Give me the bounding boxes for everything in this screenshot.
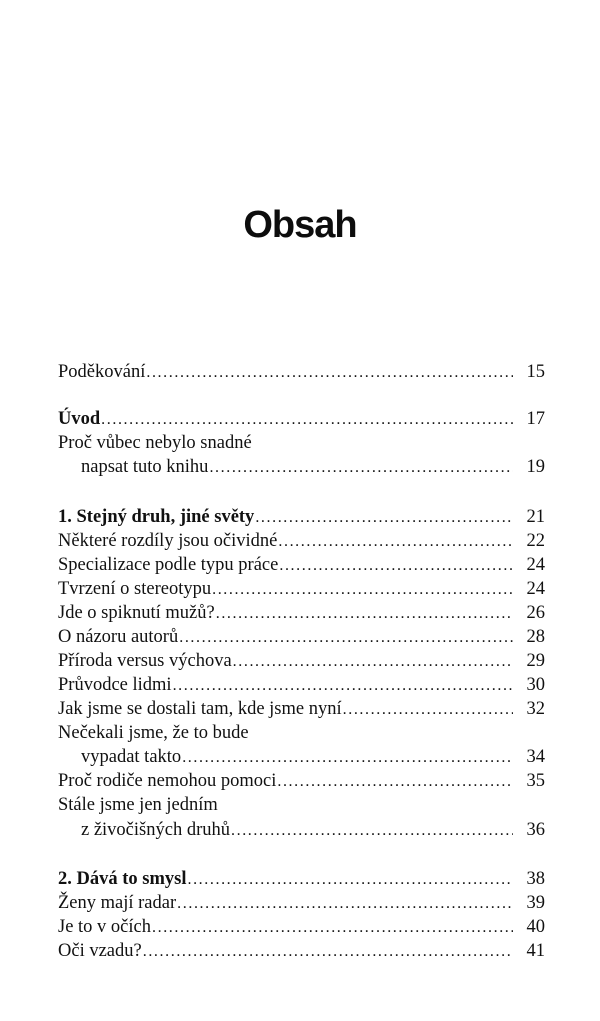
toc-dot-leader [187, 868, 513, 892]
toc-entry [58, 745, 545, 769]
toc-entry-label: Stále jsme jen jedním [58, 795, 218, 815]
toc-entry-first-line [58, 793, 545, 817]
toc-entry-label: Jde o spiknutí mužů? [58, 603, 215, 623]
page-title: Obsah [243, 204, 357, 246]
toc-dot-leader [278, 530, 513, 554]
toc-entry-label: napsat tuto knihu [81, 457, 209, 477]
toc-dot-leader [212, 578, 513, 602]
toc-entry-page: 15 [526, 362, 545, 382]
toc-entry-label: Proč rodiče nemohou pomoci [58, 771, 277, 791]
toc-dot-leader [173, 674, 513, 698]
toc-entry-label: O názoru autorů [58, 627, 179, 647]
toc-entry [58, 505, 545, 529]
toc-entry-page: 24 [526, 579, 545, 599]
toc-entry-label: 2. Dává to smysl [58, 869, 187, 889]
toc-dot-leader [231, 819, 513, 843]
toc-entry-page: 40 [526, 917, 545, 937]
toc-entry-page: 21 [526, 507, 545, 527]
toc-entry-label: Nečekali jsme, že to bude [58, 723, 249, 743]
toc-entry [58, 673, 545, 697]
toc-dot-leader [343, 698, 513, 722]
toc-entry [58, 601, 545, 625]
toc-entry-first-line [58, 721, 545, 745]
toc-entry-page: 36 [526, 820, 545, 840]
toc-entry-page: 26 [526, 603, 545, 623]
toc-entry [58, 407, 545, 431]
toc-entry-page: 30 [526, 675, 545, 695]
toc-entry-label: Příroda versus výchova [58, 651, 232, 671]
toc-entry-label: Je to v očích [58, 917, 151, 937]
toc-entry [58, 939, 545, 963]
toc-entry-page: 19 [526, 457, 545, 477]
toc-entry [58, 915, 545, 939]
toc-dot-leader [143, 940, 513, 964]
toc-entry [58, 625, 545, 649]
toc-entry [58, 649, 545, 673]
toc-dot-leader [255, 506, 513, 530]
toc-entry [58, 818, 545, 842]
toc-dot-leader [101, 408, 513, 432]
toc-entry-first-line [58, 431, 545, 455]
toc-entry-page: 34 [526, 747, 545, 767]
toc-dot-leader [177, 892, 513, 916]
toc-entry-label: z živočišných druhů [81, 820, 230, 840]
toc-entry [58, 360, 545, 384]
toc-entry-label: 1. Stejný druh, jiné světy [58, 507, 255, 527]
toc-entry-page: 17 [526, 409, 545, 429]
toc-dot-leader [179, 626, 513, 650]
toc-entry-label: Ženy mají radar [58, 893, 177, 913]
toc-entry-page: 38 [526, 869, 545, 889]
toc-entry-label: Průvodce lidmi [58, 675, 172, 695]
toc-entry-label: Tvrzení o stereotypu [58, 579, 212, 599]
toc-entry-page: 22 [526, 531, 545, 551]
toc-entry-label: Jak jsme se dostali tam, kde jsme nyní [58, 699, 342, 719]
toc-entry-page: 24 [526, 555, 545, 575]
toc-entry [58, 891, 545, 915]
toc-entry [58, 553, 545, 577]
toc-entry-page: 39 [526, 893, 545, 913]
toc-dot-leader [279, 554, 513, 578]
toc-dot-leader [216, 602, 513, 626]
toc-dot-leader [209, 456, 513, 480]
toc-entry-label: Některé rozdíly jsou očividné [58, 531, 278, 551]
toc-entry-page: 35 [526, 771, 545, 791]
toc-dot-leader [182, 746, 513, 770]
toc-entry-page: 28 [526, 627, 545, 647]
toc-entry-page: 41 [526, 941, 545, 961]
toc-entry [58, 577, 545, 601]
toc-dot-leader [277, 770, 513, 794]
toc-entry-page: 32 [526, 699, 545, 719]
toc-entry-label: vypadat takto [81, 747, 182, 767]
toc-entry [58, 769, 545, 793]
toc-dot-leader [146, 361, 513, 385]
toc-entry-label: Proč vůbec nebylo snadné [58, 433, 252, 453]
toc-entry [58, 455, 545, 479]
toc-entry [58, 867, 545, 891]
toc-entry [58, 529, 545, 553]
toc-entry-label: Úvod [58, 409, 101, 429]
toc-entry-label: Specializace podle typu práce [58, 555, 279, 575]
toc-dot-leader [233, 650, 513, 674]
toc-dot-leader [152, 916, 513, 940]
toc-entry-label: Oči vzadu? [58, 941, 142, 961]
toc-entry [58, 697, 545, 721]
toc-entry-page: 29 [526, 651, 545, 671]
toc-entry-label: Poděkování [58, 362, 146, 382]
